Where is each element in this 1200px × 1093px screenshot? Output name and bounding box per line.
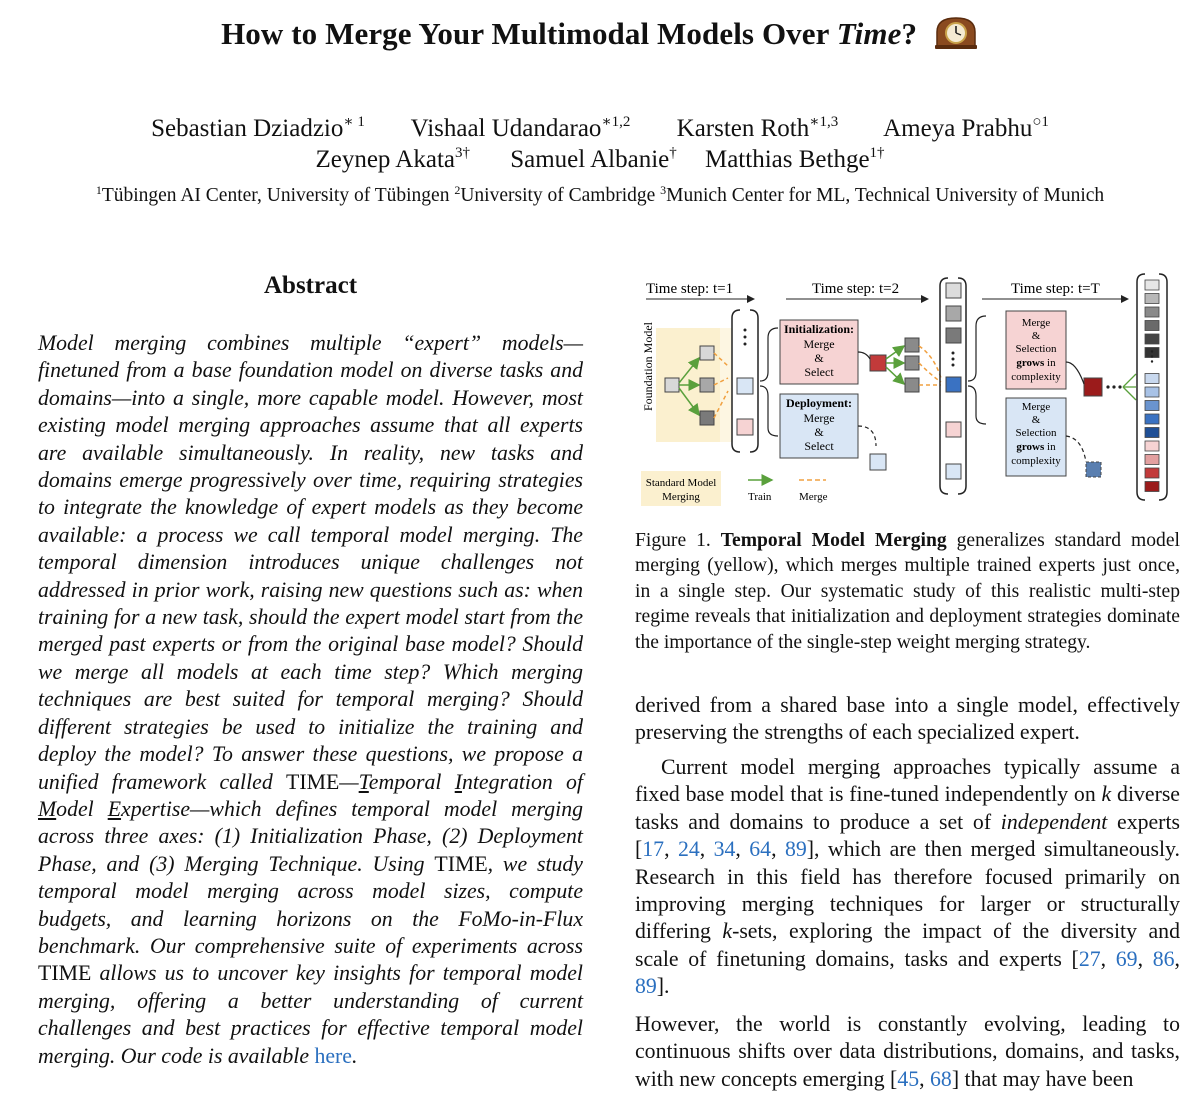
expert-square	[1145, 482, 1159, 492]
author: Samuel Albanie†	[510, 145, 677, 173]
time-step-T-label: Time step: t=T	[1011, 281, 1100, 297]
svg-text:Merge: Merge	[1021, 317, 1051, 329]
author-list-line-2	[0, 145, 1200, 174]
deploy-box-title: Deployment:	[786, 396, 852, 410]
citation-link[interactable]: 89	[635, 974, 657, 999]
svg-text:Select: Select	[804, 439, 834, 453]
citation-link[interactable]: 27	[1078, 946, 1101, 971]
svg-text:Selection: Selection	[1015, 427, 1057, 439]
time-step-2-label: Time step: t=2	[812, 281, 900, 297]
author: Karsten Roth$^{∗1,3}$	[676, 114, 839, 142]
expert-square	[1145, 321, 1159, 331]
svg-text:&: &	[814, 351, 824, 365]
affiliations: $^1$Tübingen AI Center, University of Tübingen $^2$University of Cambridge $^3$Munich Center for ML, Technical University of Munich	[95, 183, 1105, 206]
svg-text:&: &	[1031, 330, 1041, 342]
svg-text:&: &	[1031, 414, 1041, 426]
citation-link[interactable]: 68	[930, 1066, 952, 1091]
body-paragraph-2: However, the world is constantly evolving, leading to continuous shifts over data distributions, domains, and tasks, with new concepts emerging [45, 68] that may have been	[635, 1012, 1180, 1091]
legend-standard-merging: Standard Model	[645, 477, 717, 489]
init-box-title: Initialization:	[783, 322, 855, 336]
temporal-merging-figure	[636, 266, 1178, 511]
citation-link[interactable]: 86	[1152, 946, 1175, 971]
svg-text:Merging: Merging	[662, 491, 700, 503]
svg-text:Selection: Selection	[1015, 343, 1057, 355]
citation-link[interactable]: 64	[749, 837, 772, 862]
expert-square	[1145, 455, 1159, 465]
time-step-1-label: Time step: t=1	[646, 281, 734, 297]
citation-link[interactable]: 69	[1115, 946, 1138, 971]
body-paragraph-1: Current model merging approaches typically assume a fixed base model that is fine-tuned independently on k diverse tasks and domains to produce a set of independent experts [17, 24, 34, 64, 89], which are then merged simultaneously. Research in this field has therefore focused primarily on improving merging techniques for larger or structurally differing k-sets, exploring the impact of the diversity and scale of finetuning domains, tasks and experts [27, 69, 86, 89].	[635, 755, 1180, 999]
citation-link[interactable]: 45	[897, 1066, 920, 1091]
svg-text:grows in: grows in	[1016, 441, 1056, 453]
abstract-heading: Abstract	[263, 272, 358, 299]
expert-square	[1145, 401, 1159, 411]
author: Vishaal Udandarao$^{∗1,2}$	[410, 114, 631, 142]
title-italic-word: Time	[836, 16, 902, 51]
svg-text:complexity: complexity	[1011, 371, 1061, 383]
expert-square	[1145, 280, 1159, 290]
expert-square	[1145, 441, 1159, 451]
citation-link[interactable]: 24	[677, 837, 700, 862]
expert-square	[1145, 387, 1159, 397]
author: Zeynep Akata$^{3\dagger}$	[315, 145, 470, 173]
author: Matthias Bethge$^{1\dagger}$	[704, 145, 885, 173]
expert-square	[1145, 374, 1159, 384]
paper-title: How to Merge Your Multimodal Models Over Time?	[0, 16, 1200, 58]
legend-train: Train	[748, 491, 772, 503]
citation-link[interactable]: 89	[784, 837, 807, 862]
svg-text:complexity: complexity	[1011, 455, 1061, 467]
svg-text:Select: Select	[804, 365, 834, 379]
expert-square	[1145, 428, 1159, 438]
body-paragraph-0: derived from a shared base into a single model, effectively preserving the strengths of each specialized expert.	[635, 693, 1180, 745]
abstract-body: Model merging combines multiple “expert” models—finetuned from a base foundation model on diverse tasks and domains—into a single, more capable model. However, most existing model merging approaches assume that all experts are available simultaneously. In reality, new tasks and domains emerge progressively over time, requiring strategies to integrate the knowledge of expert models as they become available: a process we call temporal model merging. The temporal dimension introduces unique challenges not addressed in prior work, raising new questions such as: when training for a new task, should the expert model start from the merged past experts or from the original base model? Should we merge all models at each time step? Which merging techniques are best suited for temporal merging? Should different strategies be used to initialize the training and deploy the model? To answer these questions, we propose a unified framework called TIME—Temporal Integration of Model Expertise—which defines temporal model merging across three axes: (1) Initialization Phase, (2) Deployment Phase, and (3) Merging Technique. Using TIME, we study temporal model merging across model sizes, compute budgets, and learning horizons on the FoMo-in-Flux benchmark. Our comprehensive suite of experiments across TIME allows us to uncover key insights for temporal model merging, offering a better understanding of current challenges and best practices for effective temporal model merging. Our code is available here.	[38, 331, 583, 1068]
author-list-line-1	[0, 112, 1200, 143]
citation-link[interactable]: 34	[713, 837, 736, 862]
figure-caption: Figure 1. Temporal Model Merging generalizes standard model merging (yellow), which merges multiple trained experts just once, in a single step. Our systematic study of this realistic multi-step regime reveals that initialization and deployment strategies dominate the importance of the single-step weight merging strategy.	[635, 530, 1180, 653]
code-link[interactable]: here	[314, 1043, 352, 1068]
author: Ameya Prabhu$^{○1}$	[883, 114, 1049, 142]
svg-text:Merge: Merge	[803, 337, 835, 351]
foundation-model-label: Foundation Model	[641, 322, 655, 411]
svg-text:grows in: grows in	[1016, 357, 1056, 369]
expert-square	[1145, 334, 1159, 344]
expert-square	[1145, 414, 1159, 424]
mantel-clock-icon	[933, 16, 979, 58]
expert-square	[1145, 468, 1159, 478]
citation-link[interactable]: 17	[642, 837, 665, 862]
expert-square	[1145, 294, 1159, 304]
svg-text:Merge: Merge	[803, 411, 835, 425]
legend-merge: Merge	[799, 491, 828, 503]
expert-square	[1145, 307, 1159, 317]
svg-text:Merge: Merge	[1021, 401, 1051, 413]
author: Sebastian Dziadzio$^{∗ 1}$	[151, 114, 365, 142]
svg-text:&: &	[814, 425, 824, 439]
